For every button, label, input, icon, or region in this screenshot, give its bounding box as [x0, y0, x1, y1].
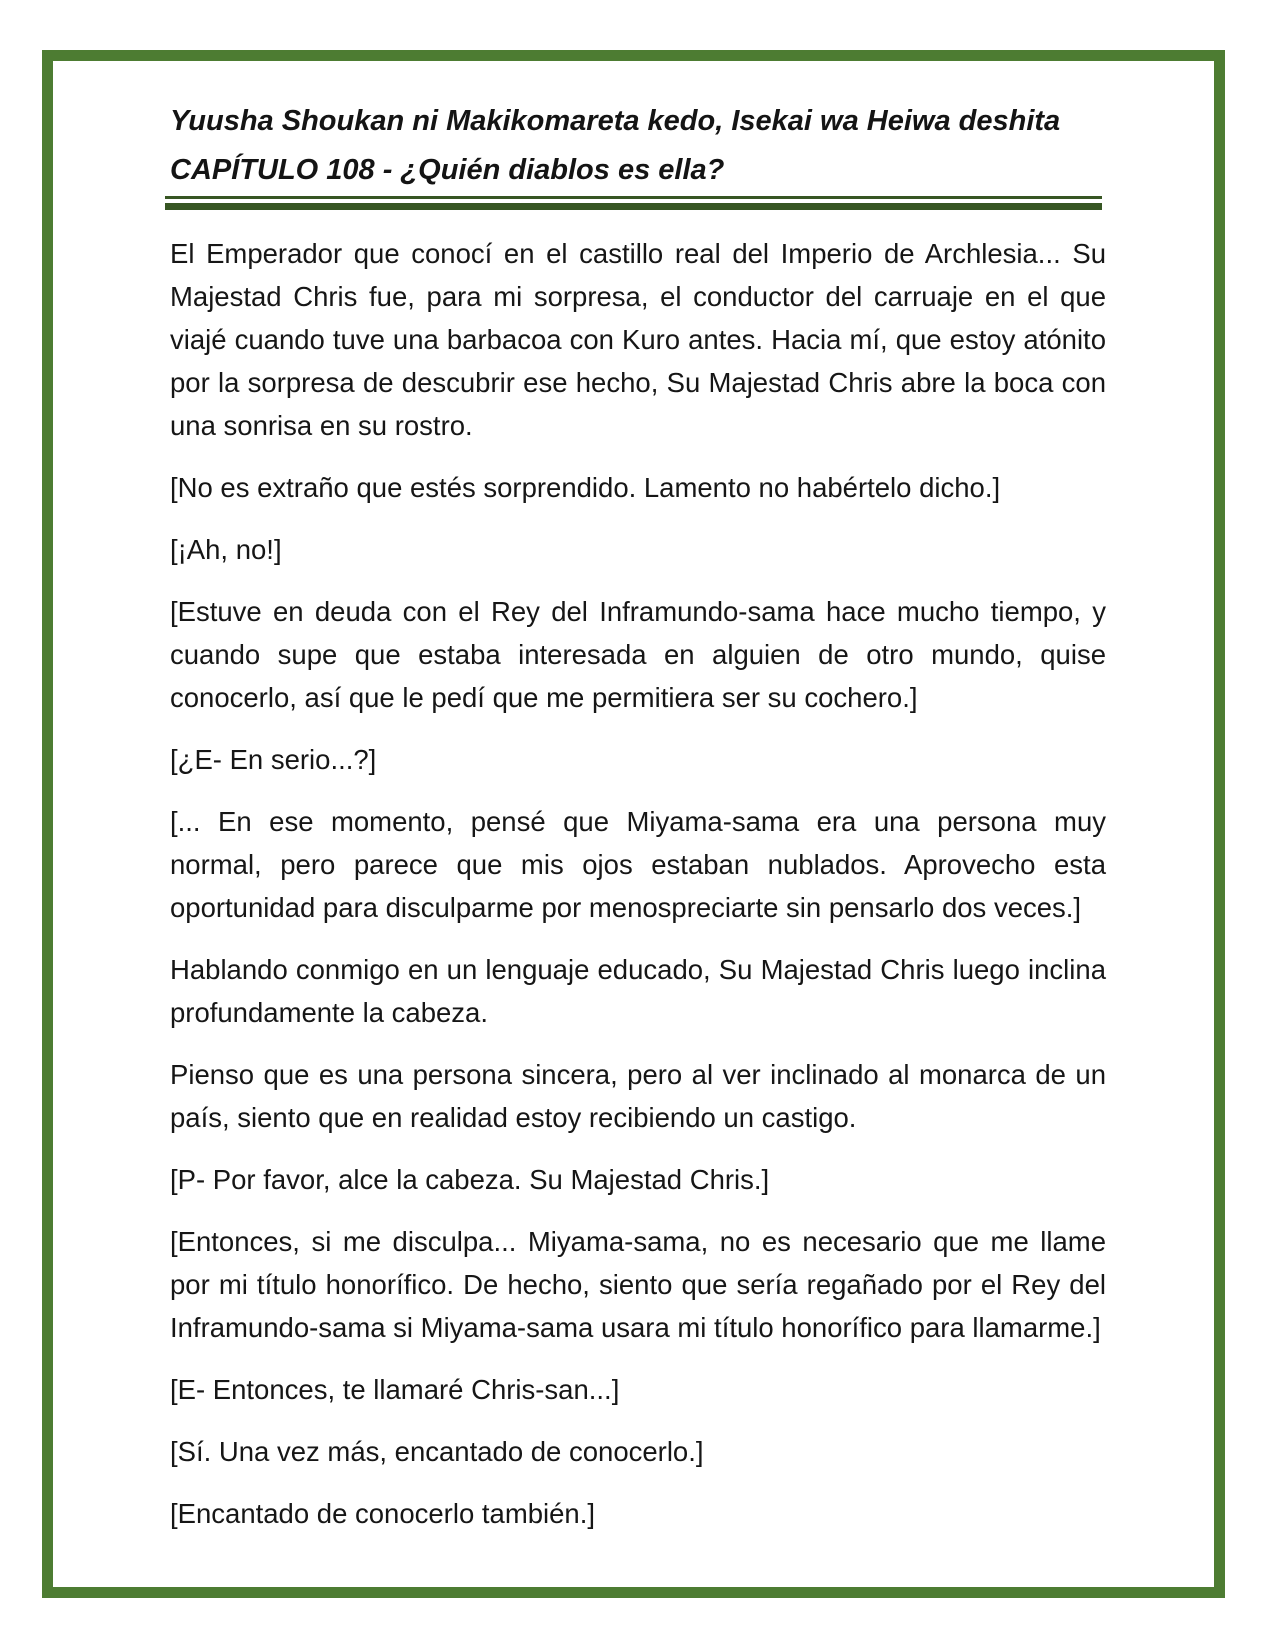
paragraph: Pienso que es una persona sincera, pero al ver inclinado al monarca de un país, siento que en realidad estoy recibiendo un castigo. — [170, 1059, 1106, 1133]
chapter-title: CAPÍTULO 108 - ¿Quién diablos es ella? — [170, 154, 725, 186]
paragraph: [¡Ah, no!] — [170, 534, 282, 565]
chapter-body — [170, 232, 1106, 1535]
heading-divider-rule — [165, 196, 1102, 210]
paragraph: [Sí. Una vez más, encantado de conocerlo.] — [170, 1436, 704, 1467]
paragraph: [¿E- En serio...?] — [170, 744, 377, 775]
paragraph: [Entonces, si me disculpa... Miyama-sama, no es necesario que me llame por mi título honorífico. De hecho, siento que sería regañado por el Rey del Inframundo-sama si Miyama-sama usara mi título honorífico para llamarme.] — [170, 1226, 1106, 1343]
paragraph: [Encantado de conocerlo también.] — [170, 1498, 596, 1529]
paragraph: [P- Por favor, alce la cabeza. Su Majestad Chris.] — [170, 1164, 770, 1195]
paragraph: [... En ese momento, pensé que Miyama-sama era una persona muy normal, pero parece que mis ojos estaban nublados. Aprovecho esta oportunidad para disculparme por menospreciarte sin pensarlo dos veces.] — [170, 806, 1106, 923]
paragraph: [E- Entonces, te llamaré Chris-san...] — [170, 1374, 620, 1405]
paragraph: [Estuve en deuda con el Rey del Inframundo-sama hace mucho tiempo, y cuando supe que estaba interesada en alguien de otro mundo, quise conocerlo, así que le pedí que me permitiera ser su cochero.] — [170, 596, 1106, 713]
series-title: Yuusha Shoukan ni Makikomareta kedo, Isekai wa Heiwa deshita — [170, 105, 1061, 137]
paragraph: [No es extraño que estés sorprendido. Lamento no habértelo dicho.] — [170, 472, 1001, 503]
paragraph: Hablando conmigo en un lenguaje educado, Su Majestad Chris luego inclina profundamente la cabeza. — [170, 954, 1106, 1028]
paragraph: El Emperador que conocí en el castillo real del Imperio de Archlesia... Su Majestad Chris fue, para mi sorpresa, el conductor del carruaje en el que viajé cuando tuve una barbacoa con Kuro antes. Hacia mí, que estoy atónito por la sorpresa de descubrir ese hecho, Su Majestad Chris abre la boca con una sonrisa en su rostro. — [170, 238, 1106, 441]
